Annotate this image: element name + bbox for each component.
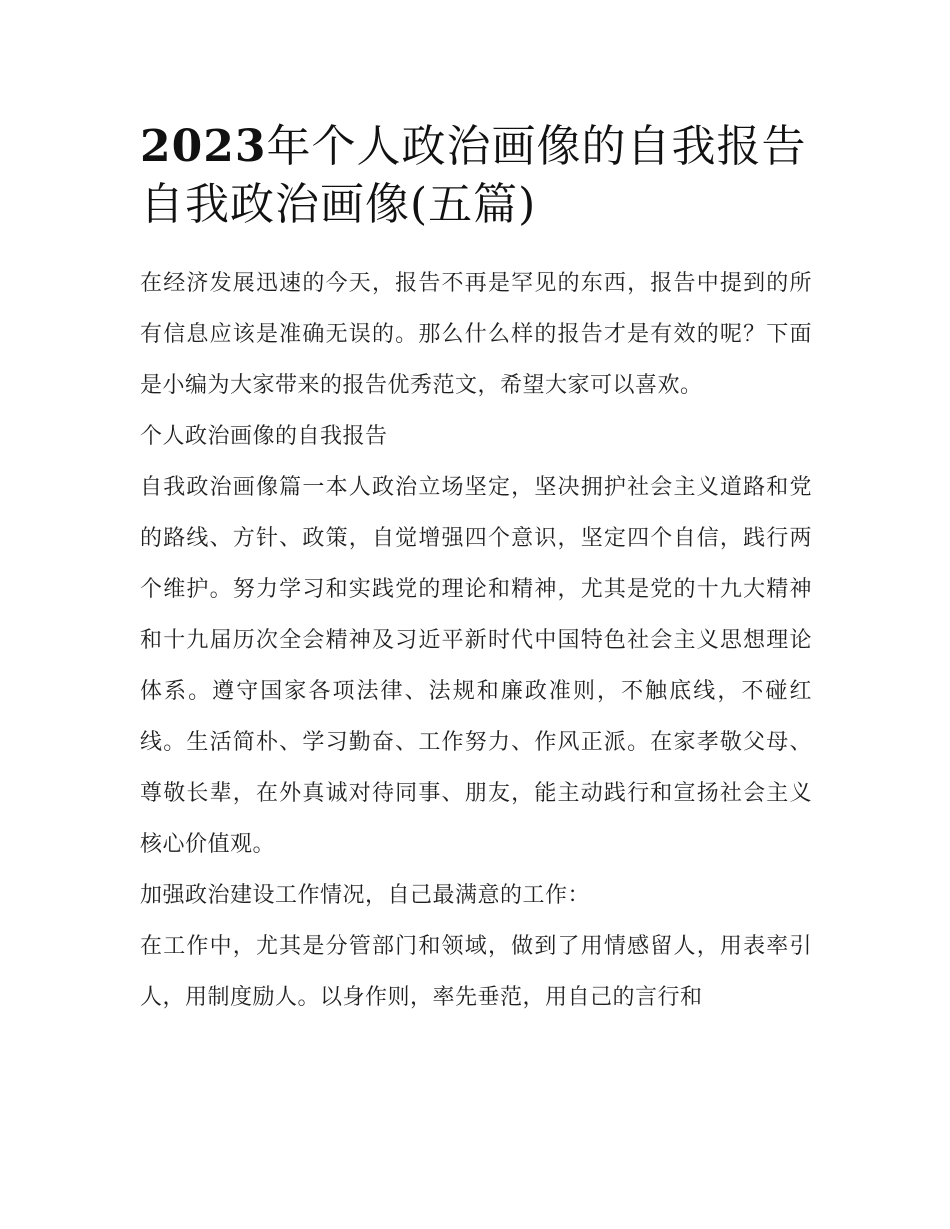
intro-paragraph: 在经济发展迅速的今天，报告不再是罕见的东西，报告中提到的所有信息应该是准确无误的。那么什么样的报告才是有效的呢？下面是小编为大家带来的报告优秀范文，希望大家可以喜欢。 xyxy=(140,271,812,398)
document-title xyxy=(140,118,812,234)
section-heading: 个人政治画像的自我报告 xyxy=(140,424,388,449)
title-spacing xyxy=(140,234,812,258)
subsection-heading: 加强政治建设工作情况，自己最满意的工作： xyxy=(140,883,591,908)
document-page xyxy=(140,118,812,1023)
body-paragraph-1: 自我政治画像篇一本人政治立场坚定，坚决拥护社会主义道路和党的路线、方针、政策，自觉增强四个意识，坚定四个自信，践行两个维护。努力学习和实践党的理论和精神，尤其是党的十九大精神和十九届历次全会精神及习近平新时代中国特色社会主义思想理论体系。遵守国家各项法律、法规和廉政准则，不触底线，不碰红线。生活简朴、学习勤奋、工作努力、作风正派。在家孝敬父母、尊敬长辈，在外真诚对待同事、朋友，能主动践行和宣扬社会主义核心价值观。 xyxy=(140,475,812,857)
body-paragraph-2: 在工作中，尤其是分管部门和领域，做到了用情感留人，用表率引人，用制度励人。以身作则，率先垂范，用自己的言行和 xyxy=(140,934,812,1010)
title-year: 2023 xyxy=(140,121,267,172)
title-text: 年个人政治画像的自我报告 自我政治画像(五篇) xyxy=(140,121,807,230)
